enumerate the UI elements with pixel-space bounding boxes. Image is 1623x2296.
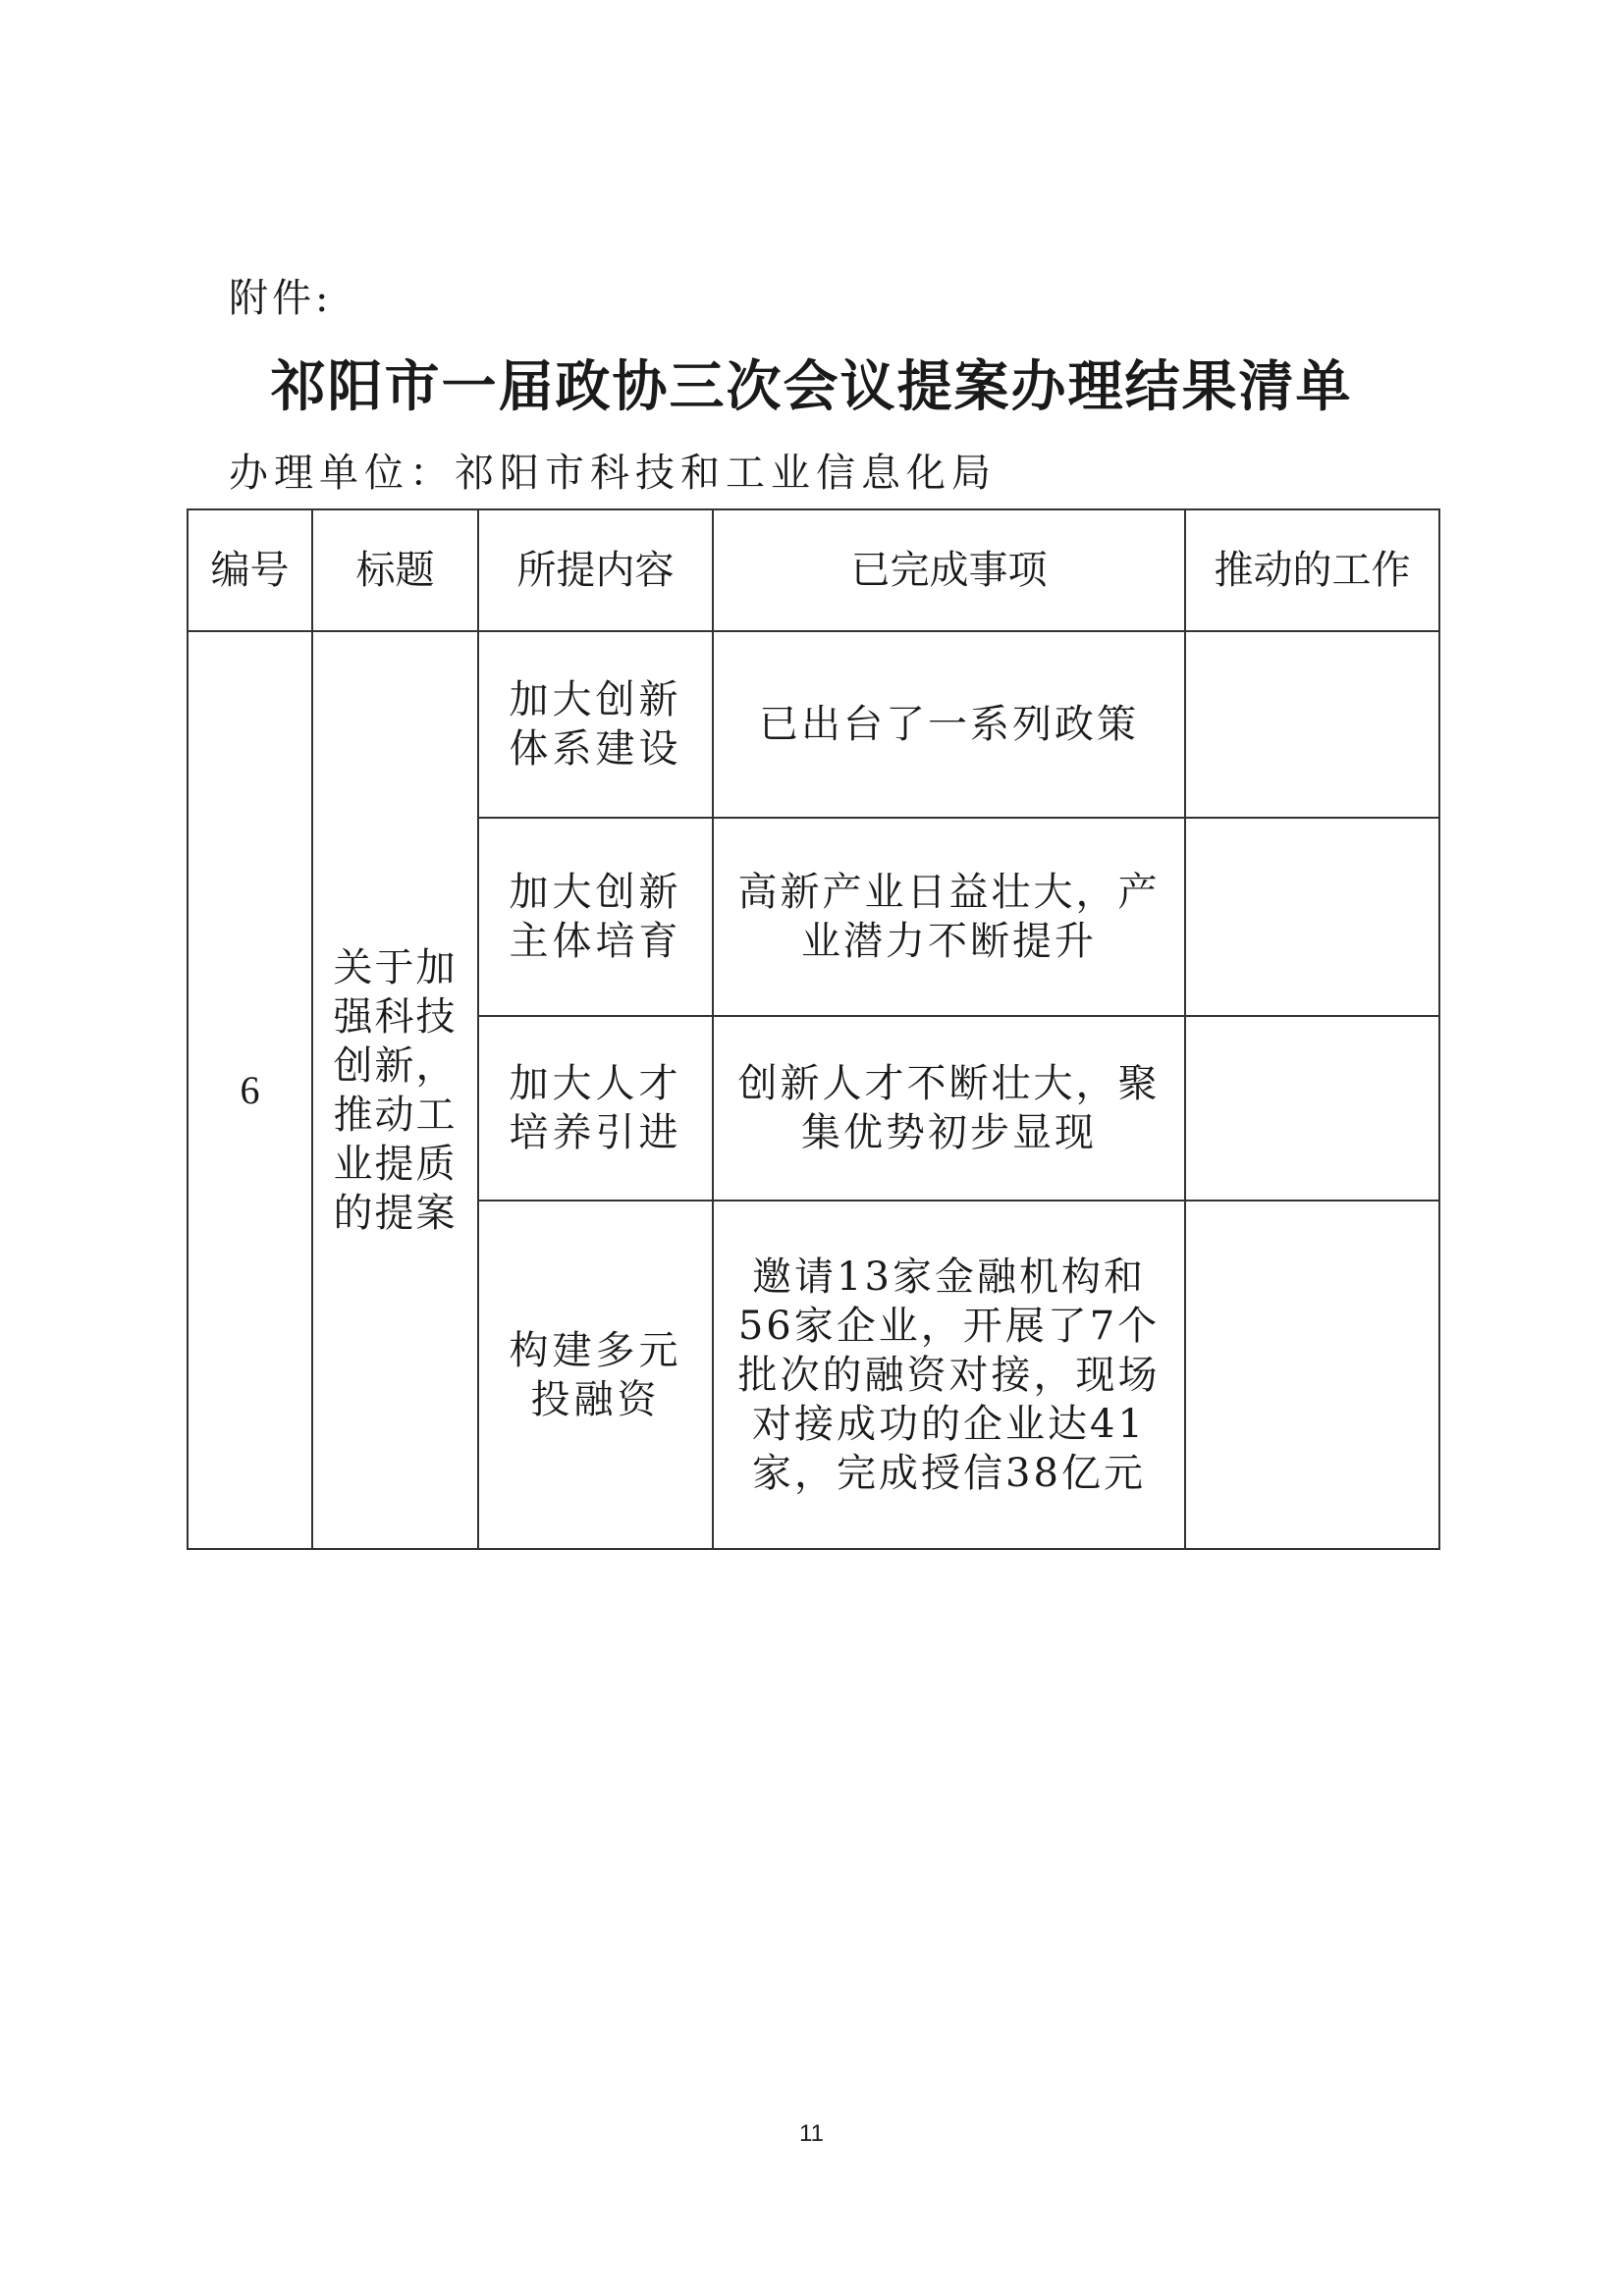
content-cell: 构建多元投融资 — [478, 1201, 713, 1549]
proposal-title: 关于加强科技创新，推动工业提质的提案 — [312, 631, 478, 1549]
push-cell — [1185, 1201, 1439, 1549]
push-cell — [1185, 818, 1439, 1016]
proposal-number: 6 — [188, 631, 312, 1549]
result-table — [187, 508, 1440, 1550]
handling-unit: 办理单位：祁阳市科技和工业信息化局 — [229, 451, 997, 496]
content-cell: 加大创新体系建设 — [478, 631, 713, 818]
push-cell — [1185, 631, 1439, 818]
done-cell: 高新产业日益壮大，产业潜力不断提升 — [713, 818, 1185, 1016]
done-cell: 邀请13家金融机构和56家企业，开展了7个批次的融资对接，现场对接成功的企业达41家，完成授信38亿元 — [713, 1201, 1185, 1549]
done-cell: 创新人才不断壮大，聚集优势初步显现 — [713, 1016, 1185, 1201]
content-cell: 加大创新主体培育 — [478, 818, 713, 1016]
done-cell: 已出台了一系列政策 — [713, 631, 1185, 818]
header-number: 编号 — [188, 509, 312, 631]
header-title: 标题 — [312, 509, 478, 631]
table-header-row — [188, 509, 1439, 631]
page-number: 11 — [799, 2120, 824, 2147]
header-push: 推动的工作 — [1185, 509, 1439, 631]
header-content: 所提内容 — [478, 509, 713, 631]
content-cell: 加大人才培养引进 — [478, 1016, 713, 1201]
push-cell — [1185, 1016, 1439, 1201]
attachment-label: 附件: — [229, 276, 333, 321]
header-done: 已完成事项 — [713, 509, 1185, 631]
page-title: 祁阳市一届政协三次会议提案办理结果清单 — [270, 354, 1353, 419]
table-row — [188, 631, 1439, 818]
